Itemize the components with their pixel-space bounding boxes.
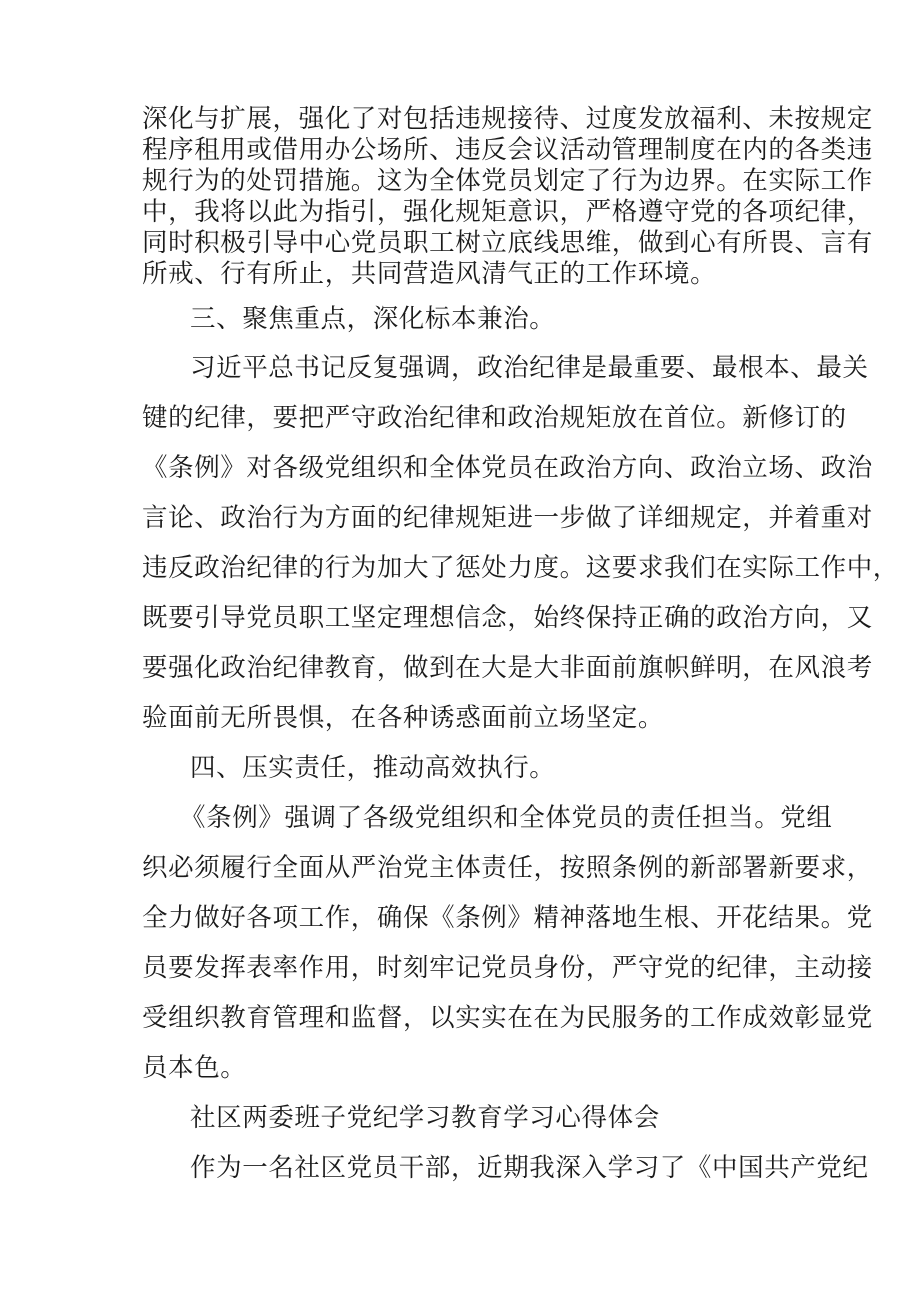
text-line: 同时积极引导中心党员职工树立底线思维，做到心有所畏、言有 — [142, 228, 873, 258]
article-title: 社区两委班子党纪学习教育学习心得体会 — [190, 1103, 660, 1133]
text-line: 受组织教育管理和监督，以实实在在为民服务的工作成效彰显党 — [142, 1003, 873, 1033]
text-line: 验面前无所畏惧，在各种诱惑面前立场坚定。 — [142, 703, 665, 733]
text-line: 违反政治纪律的行为加大了惩处力度。这要求我们在实际工作中， — [142, 553, 899, 583]
text-line: 程序租用或借用办公场所、违反会议活动管理制度在内的各类违 — [142, 135, 873, 165]
section-heading-3: 三、聚焦重点，深化标本兼治。 — [190, 304, 556, 334]
section-heading-4: 四、压实责任，推动高效执行。 — [190, 753, 556, 783]
text-line: 作为一名社区党员干部，近期我深入学习了《中国共产党纪 — [190, 1153, 869, 1183]
text-line: 中，我将以此为指引，强化规矩意识，严格遵守党的各项纪律， — [142, 197, 873, 227]
text-line: 员本色。 — [142, 1053, 247, 1083]
text-line: 员要发挥表率作用，时刻牢记党员身份，严守党的纪律，主动接 — [142, 953, 873, 983]
text-line: 《条例》对各级党组织和全体党员在政治方向、政治立场、政治 — [142, 453, 873, 483]
text-line: 言论、政治行为方面的纪律规矩进一步做了详细规定，并着重对 — [142, 503, 873, 533]
text-line: 要强化政治纪律教育，做到在大是大非面前旗帜鲜明，在风浪考 — [142, 653, 873, 683]
text-line: 规行为的处罚措施。这为全体党员划定了行为边界。在实际工作 — [142, 166, 873, 196]
text-line: 既要引导党员职工坚定理想信念，始终保持正确的政治方向，又 — [142, 603, 873, 633]
text-line: 全力做好各项工作，确保《条例》精神落地生根、开花结果。党 — [142, 903, 873, 933]
text-line: 所戒、行有所止，共同营造风清气正的工作环境。 — [142, 259, 717, 289]
text-line: 织必须履行全面从严治党主体责任，按照条例的新部署新要求， — [142, 853, 873, 883]
text-line: 深化与扩展，强化了对包括违规接待、过度发放福利、未按规定 — [142, 104, 873, 134]
text-line: 键的纪律，要把严守政治纪律和政治规矩放在首位。新修订的 — [142, 403, 847, 433]
text-line: 习近平总书记反复强调，政治纪律是最重要、最根本、最关 — [190, 353, 869, 383]
text-line: 《条例》强调了各级党组织和全体党员的责任担当。党组 — [180, 803, 833, 833]
